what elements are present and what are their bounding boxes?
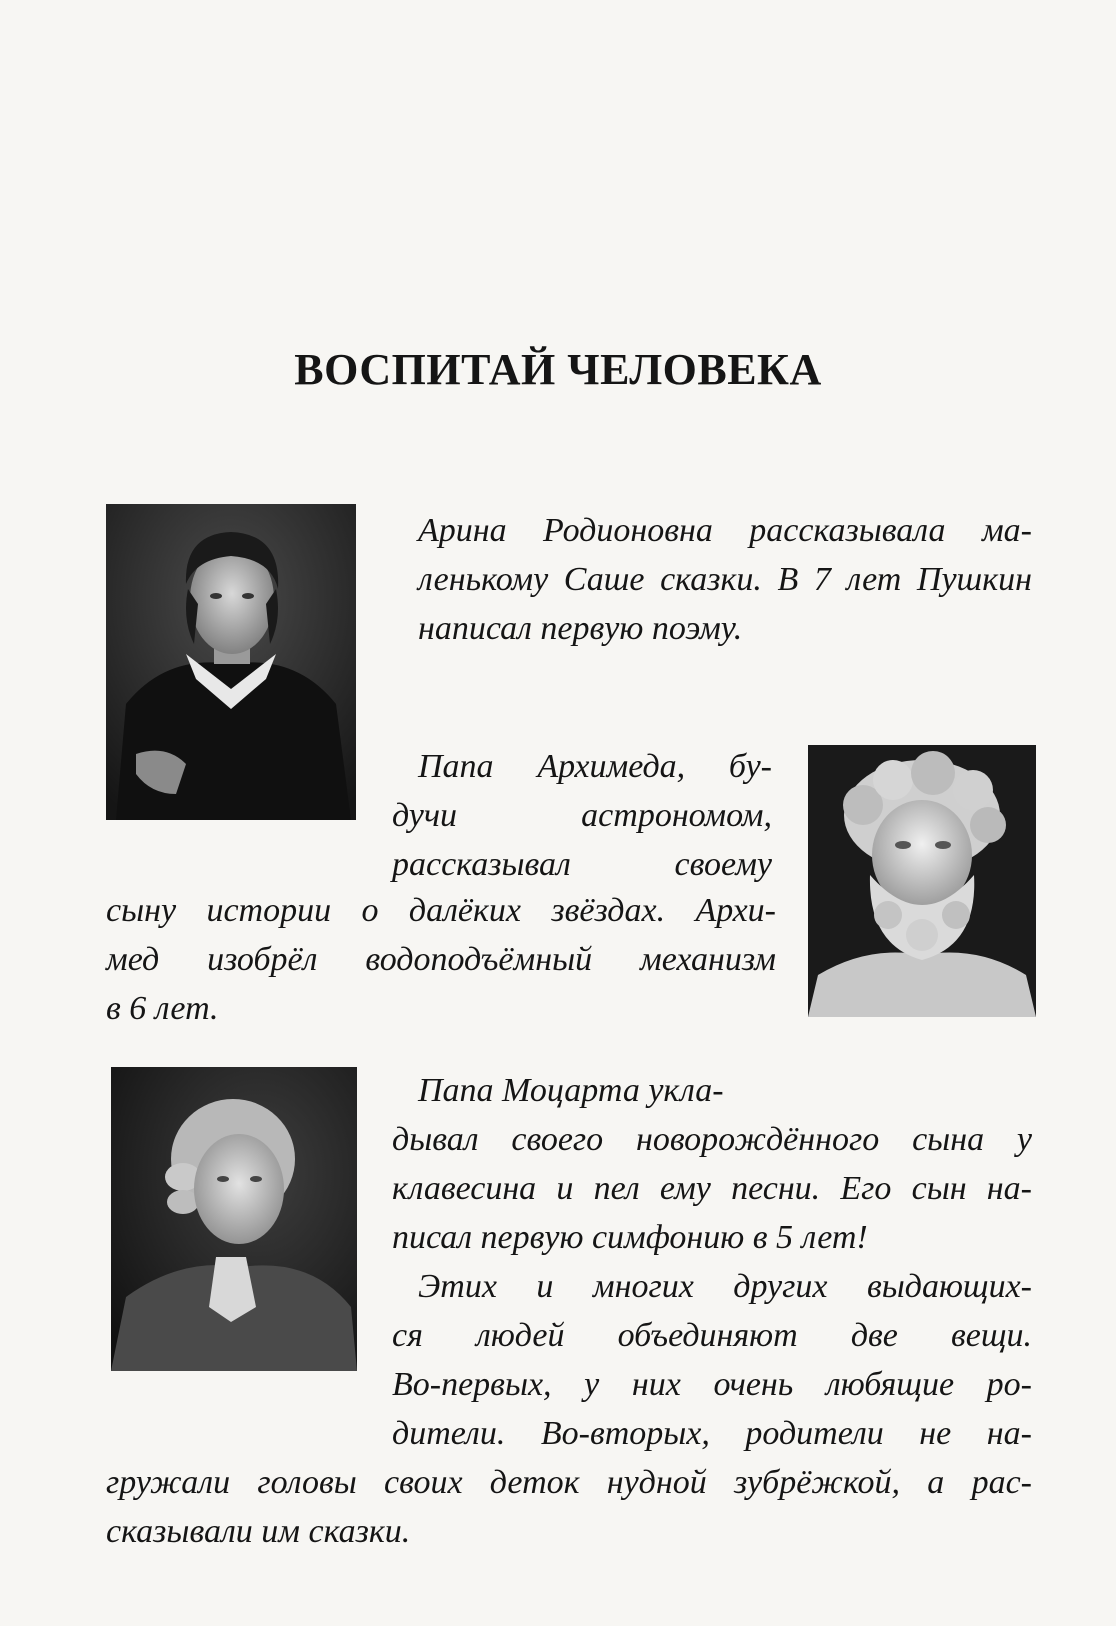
text-line: писал первую симфонию в 5 лет! — [392, 1219, 868, 1256]
paragraph-conclusion-bottom — [106, 1409, 1032, 1556]
page-title: ВОСПИТАЙ ЧЕЛОВЕКА — [294, 345, 822, 394]
text-line: ся людей объединяют две вещи. — [392, 1317, 1032, 1354]
bust-archimedes-image — [808, 745, 1036, 1017]
portrait-mozart-image — [111, 1067, 357, 1371]
paragraph-conclusion-top — [392, 1262, 1032, 1409]
portrait-pushkin-image — [106, 504, 356, 820]
text-line: гружали головы своих деток нудной зубрёжкой, а рас- — [106, 1464, 1032, 1501]
text-line: ленькому Саше сказки. В 7 лет Пушкин — [418, 561, 1032, 598]
text-line: Арина Родионовна рассказывала ма- — [418, 512, 1032, 549]
text-line: клавесина и пел ему песни. Его сын на- — [392, 1170, 1032, 1207]
text-line: Во-первых, у них очень любящие ро- — [392, 1366, 1032, 1403]
paragraph-pushkin — [392, 506, 1032, 653]
paragraph-mozart — [392, 1066, 1032, 1262]
text-line: в 6 лет. — [106, 990, 219, 1027]
text-line: рассказывал своему — [392, 846, 772, 883]
text-line: сказывали им сказки. — [106, 1513, 411, 1550]
text-line: сыну истории о далёких звёздах. Архи- — [106, 892, 776, 929]
paragraph-archimedes-bottom — [106, 886, 776, 1033]
text-line: Этих и многих других выдающих- — [418, 1268, 1032, 1305]
text-line: Папа Моцарта укла- — [418, 1072, 724, 1109]
text-line: мед изобрёл водоподъёмный механизм — [106, 941, 776, 978]
text-line: дучи астрономом, — [392, 797, 772, 834]
text-line: написал первую поэму. — [418, 610, 743, 647]
paragraph-archimedes-top — [392, 742, 772, 889]
text-line: дители. Во-вторых, родители не на- — [392, 1415, 1032, 1452]
text-line: дывал своего новорождённого сына у — [392, 1121, 1032, 1158]
text-line: Папа Архимеда, бу- — [418, 748, 772, 785]
